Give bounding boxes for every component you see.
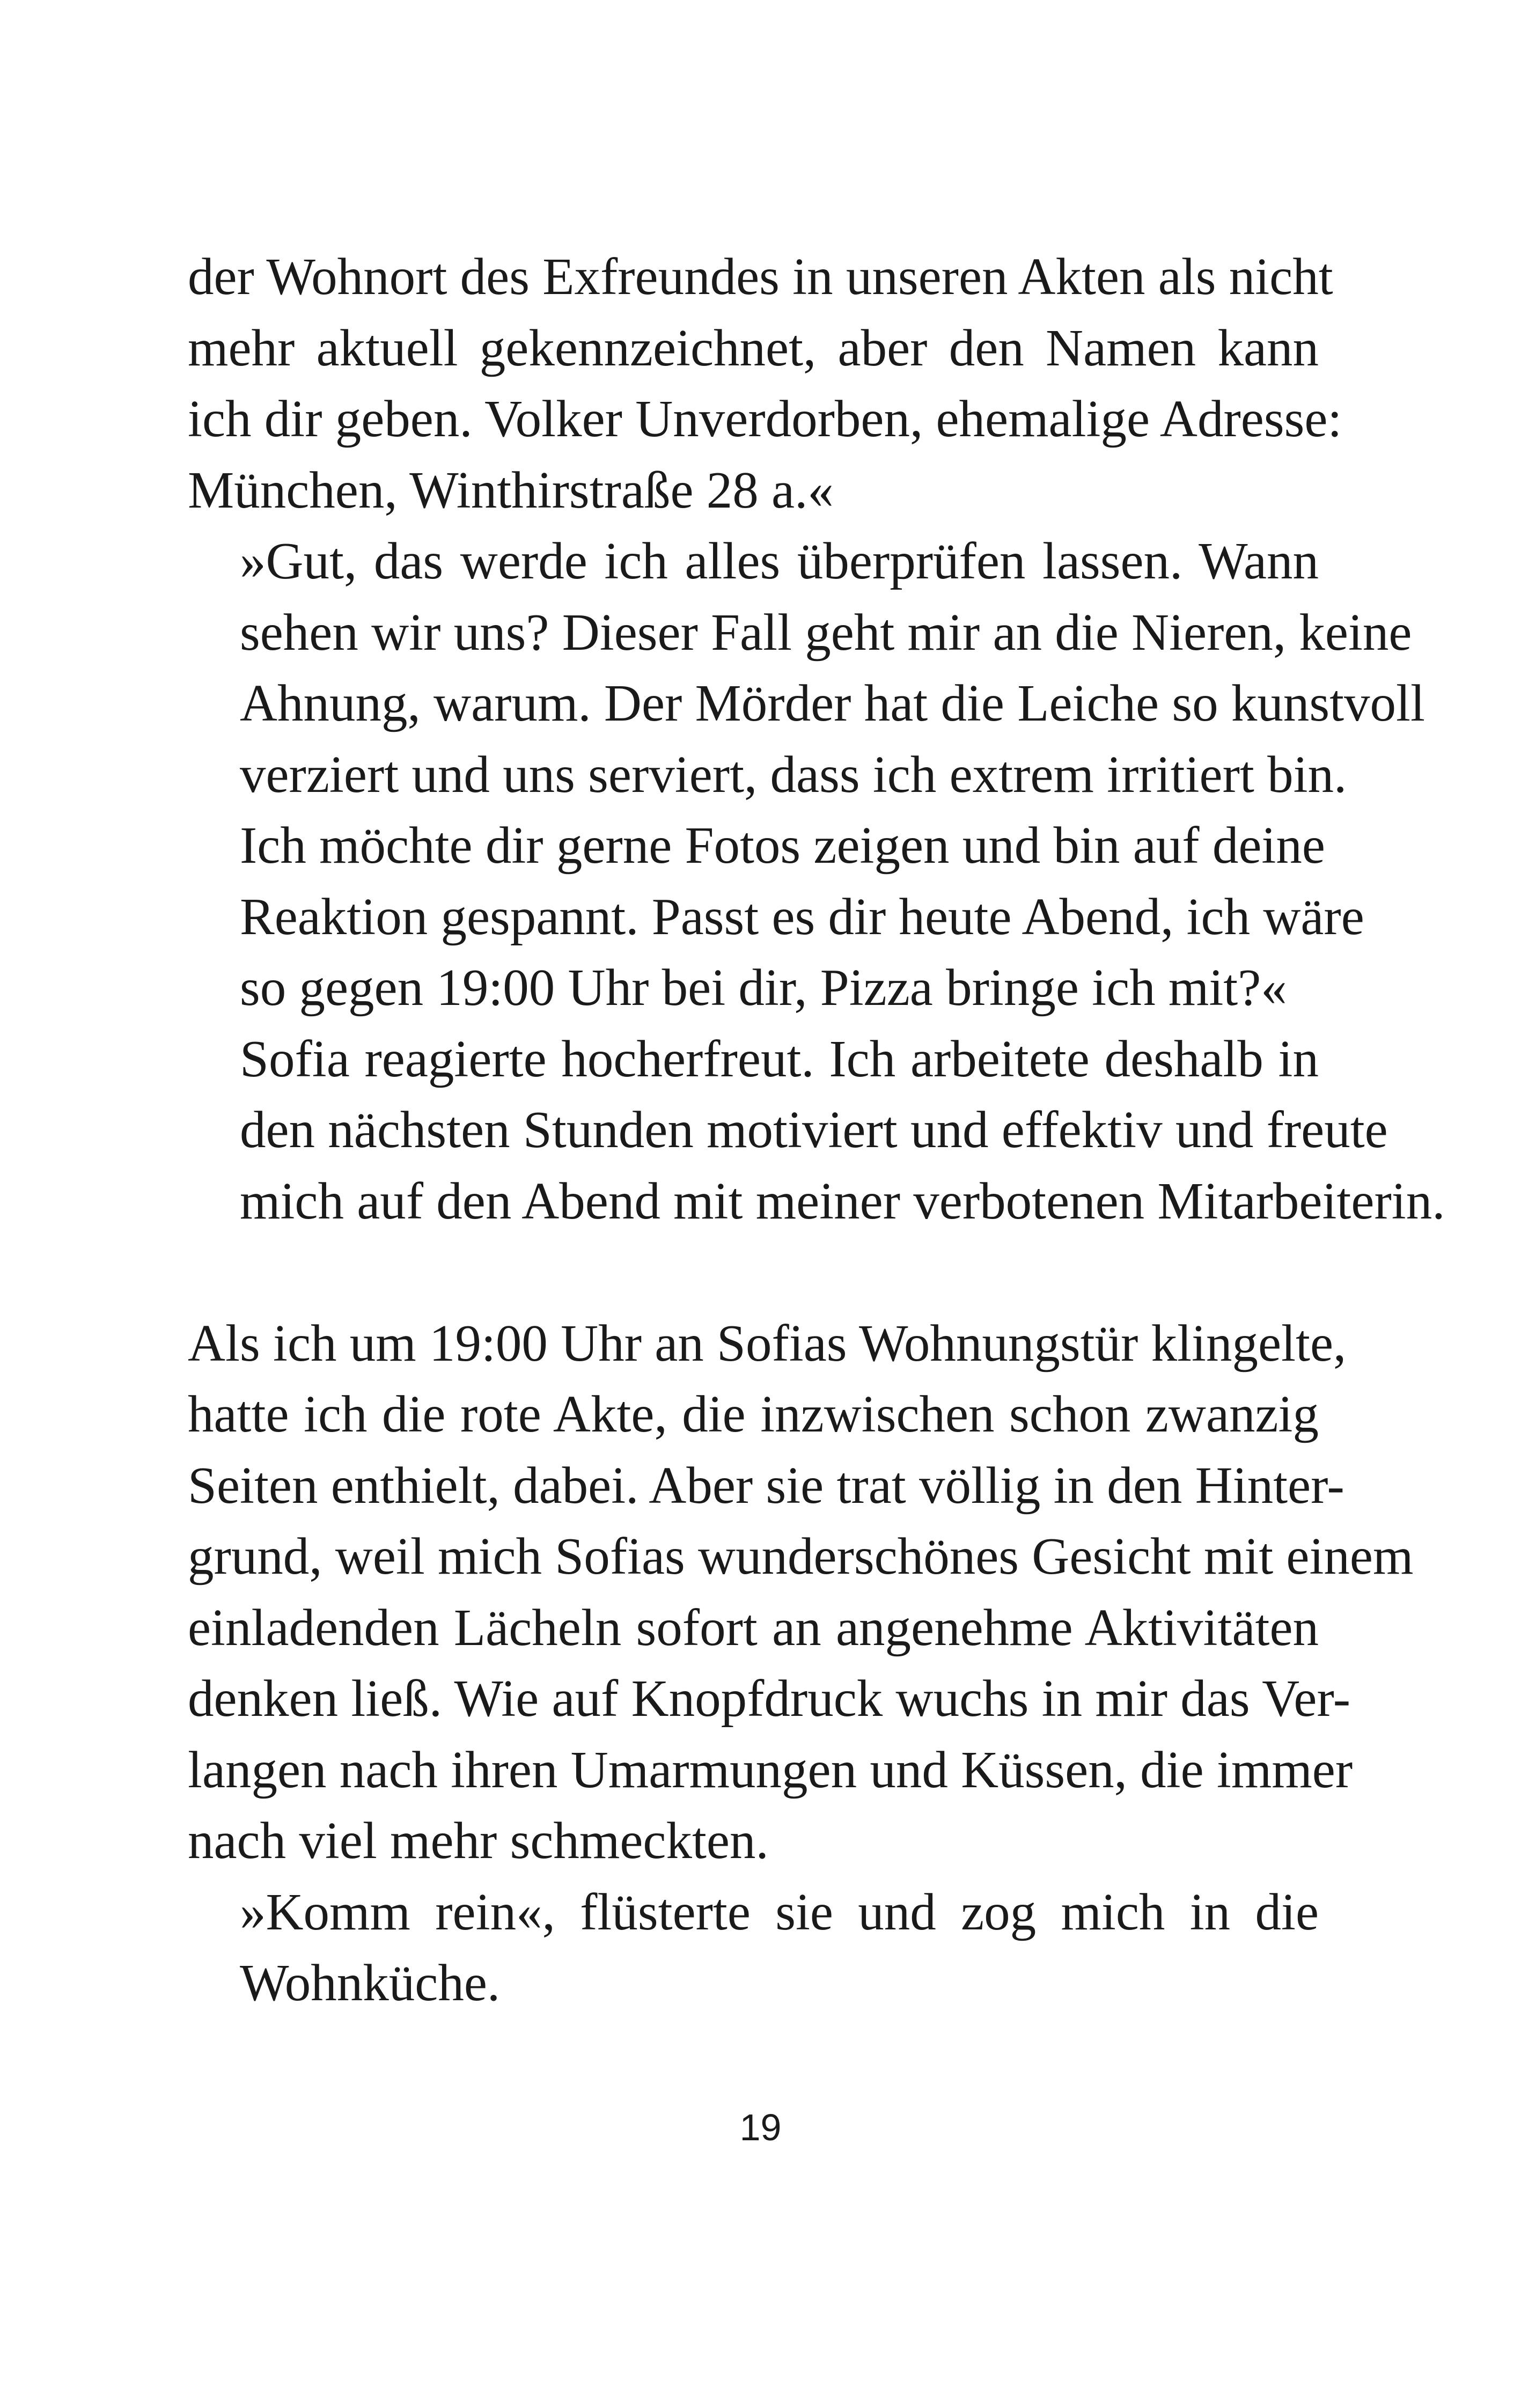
text-line: ich dir geben. Volker Unverdorben, ehemalige Adresse: xyxy=(188,390,1342,447)
text-line: Seiten enthielt, dabei. Aber sie trat völlig in den Hinter- xyxy=(188,1456,1344,1514)
text-line: verziert und uns serviert, dass ich extrem irritiert bin. xyxy=(240,745,1347,803)
text-line: sehen wir uns? Dieser Fall geht mir an die Nieren, keine xyxy=(240,603,1412,661)
paragraph xyxy=(188,1877,1319,2019)
text-line: Ich möchte dir gerne Fotos zeigen und bin auf deine xyxy=(240,817,1325,874)
text-line: Sofia reagierte hocherfreut. Ich arbeitete deshalb in xyxy=(240,1030,1319,1088)
paragraph xyxy=(188,1024,1445,1237)
text-line: einladenden Lächeln sofort an angenehme Aktivitäten xyxy=(188,1598,1319,1656)
text-line: Als ich um 19:00 Uhr an Sofias Wohnungstür klingelte, xyxy=(188,1314,1347,1372)
text-line: den nächsten Stunden motiviert und effektiv und freute xyxy=(240,1101,1388,1158)
text-line: grund, weil mich Sofias wunderschönes Gesicht mit einem xyxy=(188,1528,1414,1585)
page-number: 19 xyxy=(739,2106,782,2148)
text-line: Wohnküche. xyxy=(240,1954,501,2011)
text-line: mich auf den Abend mit meiner verbotenen Mitarbeiterin. xyxy=(240,1172,1445,1230)
text-line: mehr aktuell gekennzeichnet, aber den Namen kann xyxy=(188,319,1319,377)
text-line: so gegen 19:00 Uhr bei dir, Pizza bringe ich mit?« xyxy=(240,959,1287,1016)
text-line: »Komm rein«, flüsterte sie und zog mich in die xyxy=(240,1883,1319,1941)
text-line: nach viel mehr schmeckten. xyxy=(188,1812,769,1869)
text-line: langen nach ihren Umarmungen und Küssen, die immer xyxy=(188,1741,1353,1798)
text-line: denken ließ. Wie auf Knopfdruck wuchs in mir das Ver- xyxy=(188,1670,1351,1727)
text-line: München, Winthirstraße 28 a.« xyxy=(188,461,834,519)
body-text xyxy=(188,241,1445,2019)
text-line: hatte ich die rote Akte, die inzwischen schon zwanzig xyxy=(188,1385,1319,1443)
paragraph xyxy=(188,241,1342,526)
text-line: Reaktion gespannt. Passt es dir heute Abend, ich wäre xyxy=(240,887,1364,945)
text-line: Ahnung, warum. Der Mörder hat die Leiche so kunstvoll xyxy=(240,674,1425,732)
paragraph xyxy=(188,526,1425,1024)
text-line: »Gut, das werde ich alles überprüfen lassen. Wann xyxy=(240,532,1319,590)
paragraph xyxy=(188,1308,1414,1877)
text-line: der Wohnort des Exfreundes in unseren Akten als nicht xyxy=(188,248,1333,305)
